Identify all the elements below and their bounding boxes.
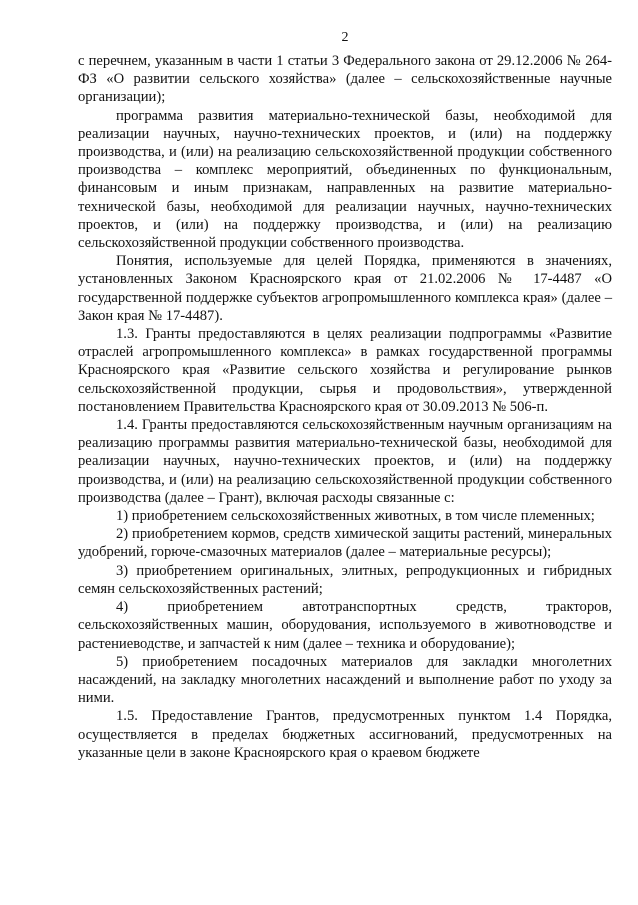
list-item-2: 2) приобретением кормов, средств химической защиты растений, минеральных удобрений, горюче-смазочных материалов (далее – материальные ресурсы); (78, 526, 612, 561)
paragraph-1-4: 1.4. Гранты предоставляются сельскохозяйственным научным организациям на реализацию программы развития материально-технической базы, необходимой для реализации научных, научно-технических проектов, и (или) на поддержку производства, и (или) на реализацию сельскохозяйственной продукции собственного производства (далее – Грант), включая расходы связанные с: (78, 417, 612, 506)
paragraph-continuation: с перечнем, указанным в части 1 статьи 3 Федерального закона от 29.12.2006 № 264-ФЗ «О развитии сельского хозяйства» (далее – сельскохозяйственные научные организации); (78, 53, 612, 106)
paragraph-terms: Понятия, используемые для целей Порядка, применяются в значениях, установленных Законом Красноярского края от 21.02.2006 № 17-4487 «О государственной поддержке субъектов агропромышленного комплекса края» (далее – Закон края № 17-4487). (78, 253, 612, 324)
list-item-1: 1) приобретением сельскохозяйственных животных, в том числе племенных; (116, 508, 595, 525)
paragraph-program-definition: программа развития материально-технической базы, необходимой для реализации научных, научно-технических проектов, и (или) на поддержку производства, и (или) на реализацию сельскохозяйственной продукции собственного производства – комплекс мероприятий, объединенных по функциональным, финансовым и иным признакам, направленных на развитие материально-технической базы, необходимой для реализации научных, научно-технических проектов, и (или) на поддержку производства, и (или) на реализацию сельскохозяйственной продукции собственного производства. (78, 107, 612, 252)
document-body (78, 52, 612, 762)
paragraph-1-5: 1.5. Предоставление Грантов, предусмотренных пунктом 1.4 Порядка, осуществляется в пределах бюджетных ассигнований, предусмотренных на указанные цели в законе Красноярского края о краевом бюджете (78, 708, 612, 761)
list-item-4: 4) приобретением автотранспортных средств, тракторов, сельскохозяйственных машин, оборудования, используемого в животноводстве и растениеводстве, и запчастей к ним (далее – техника и оборудование); (78, 599, 612, 652)
list-item-3: 3) приобретением оригинальных, элитных, репродукционных и гибридных семян сельскохозяйственных растений; (78, 562, 612, 597)
paragraph-1-3: 1.3. Гранты предоставляются в целях реализации подпрограммы «Развитие отраслей агропромышленного комплекса» в рамках государственной программы Красноярского края «Развитие сельского хозяйства и регулирование рынков сельскохозяйственной продукции, сырья и продовольствия», утвержденной постановлением Правительства Красноярского края от 30.09.2013 № 506-п. (78, 326, 612, 415)
page-number: 2 (341, 30, 349, 45)
list-item-5: 5) приобретением посадочных материалов для закладки многолетних насаждений, на закладку многолетних насаждений и выполнение работ по уходу за ними. (78, 653, 612, 707)
